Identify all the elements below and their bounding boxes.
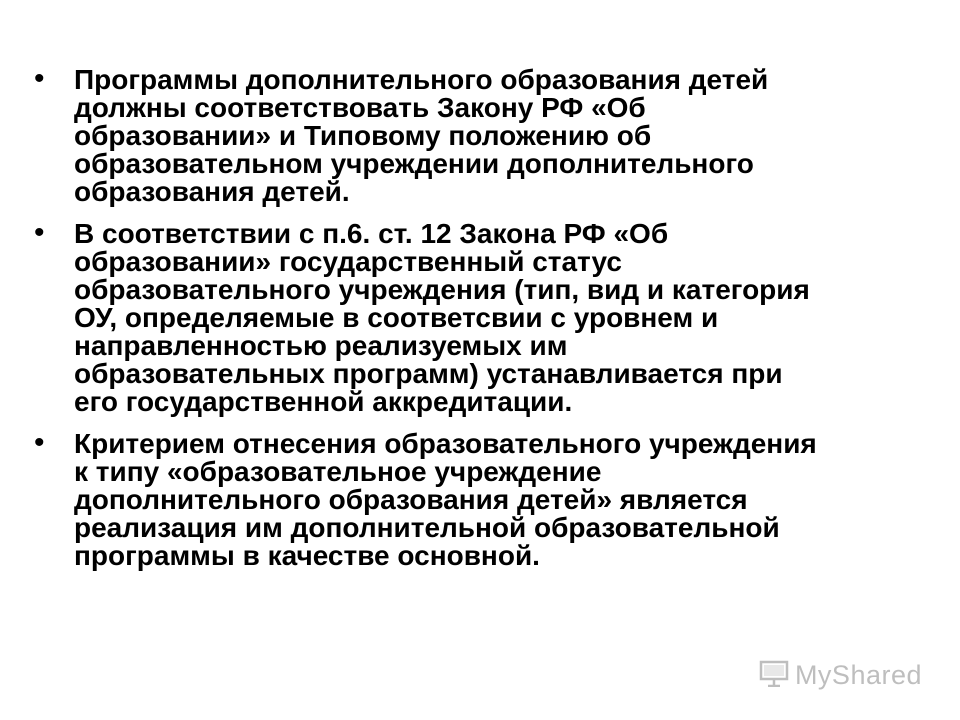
bullet-text: Критерием отнесения образовательного учреждения к типу «образовательное учреждение дополнительного образования детей» является реализация им дополнительной образовательной программы в качестве основной. bbox=[74, 428, 817, 571]
bullet-item bbox=[34, 216, 924, 417]
presentation-board-icon bbox=[759, 659, 789, 692]
watermark bbox=[759, 659, 922, 692]
bullet-text: Программы дополнительного образования детей должны соответствовать Закону РФ «Об образовании» и Типовому положению об образовательном учреждении дополнительного образования детей. bbox=[74, 64, 769, 207]
bullet-item bbox=[34, 62, 924, 207]
bullet-list bbox=[34, 62, 924, 584]
watermark-text: MyShared bbox=[794, 660, 922, 690]
bullet-text: В соответствии с п.6. ст. 12 Закона РФ «Об образовании» государственный статус образовательного учреждения (тип, вид и категория ОУ, определяемые в соответсвии с уровнем и направленностью реализуемых им образовательных программ) устанавливается при его государственной аккредитации. bbox=[74, 218, 810, 417]
bullet-item bbox=[34, 426, 924, 571]
bullet-marker: • bbox=[34, 62, 45, 95]
bullet-marker: • bbox=[34, 216, 45, 249]
bullet-marker: • bbox=[34, 426, 45, 459]
